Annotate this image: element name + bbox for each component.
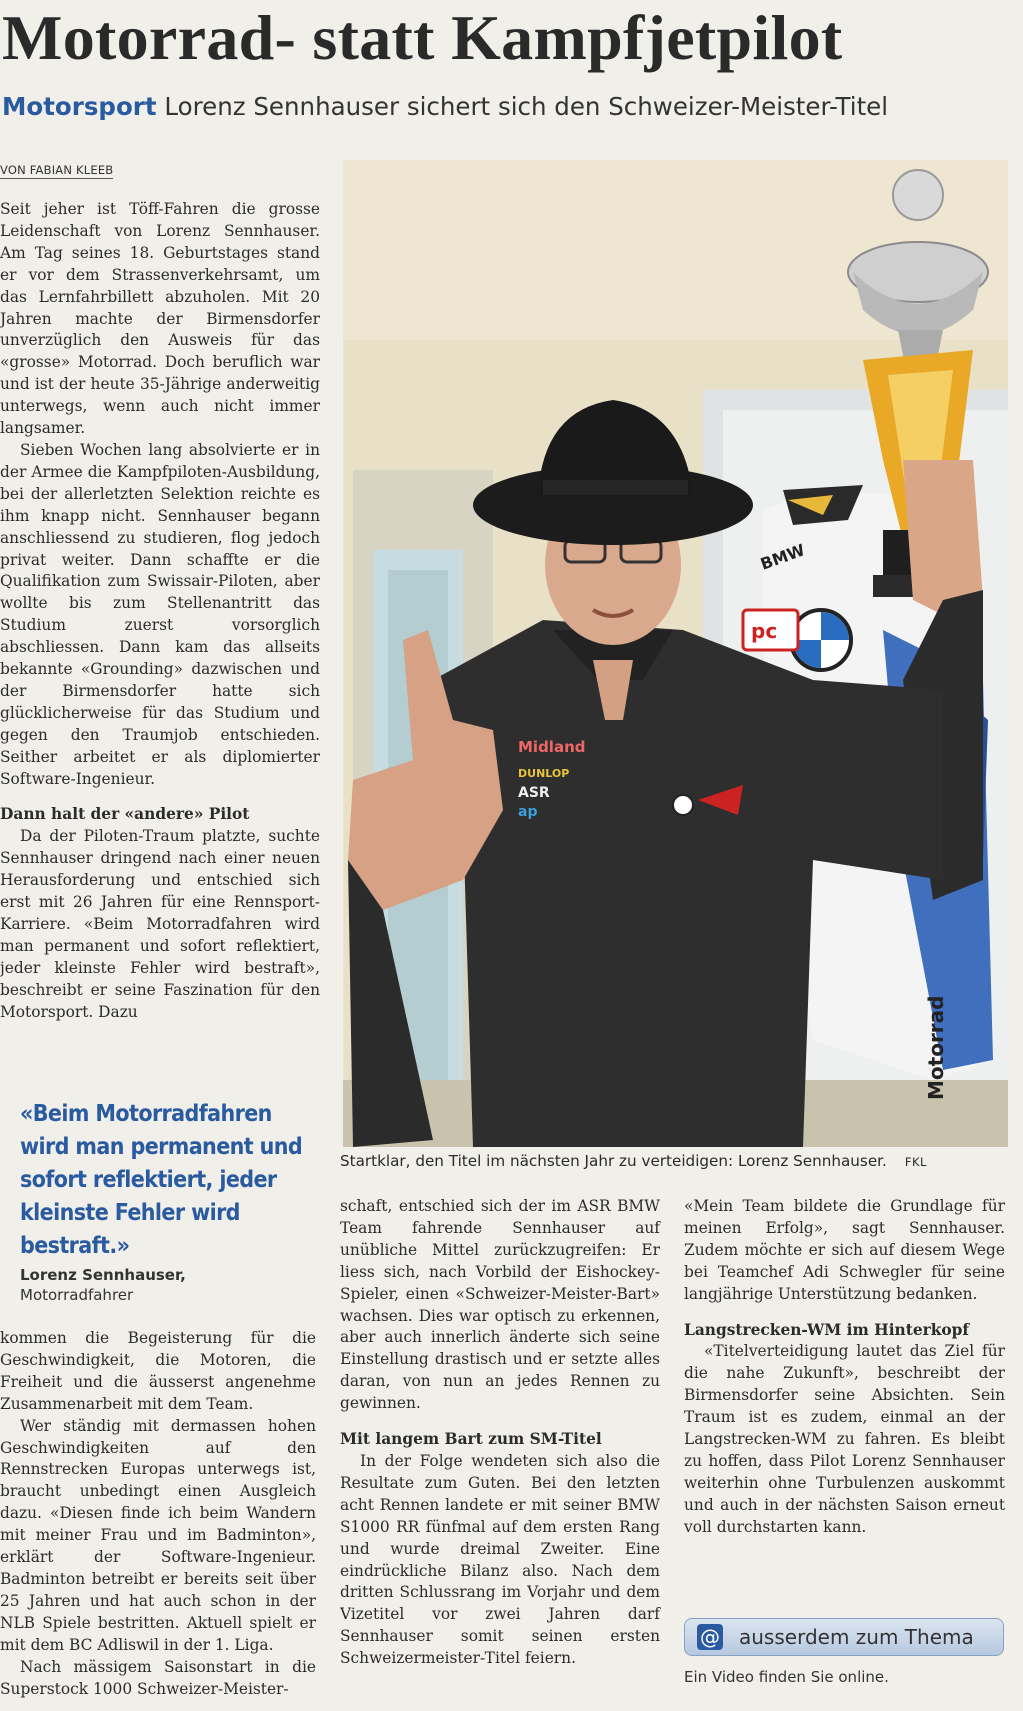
paragraph: «Titelverteidigung lautet das Ziel für die nahe Zukunft», beschreibt der Birmensdorfer seine Absichten. Sein Traum ist es zudem, einmal an der Langstrecken-WM zu fahren. Es bleibt zu hoffen, dass Pilot Lorenz Sennhauser weiterhin ohne Turbulenzen auskommt und auch in der nächsten Saison erneut voll durchstarten kann. [684, 1342, 1005, 1536]
column-2 [340, 1196, 660, 1670]
online-video-note: Ein Video finden Sie online. [684, 1668, 889, 1686]
kicker: Motorsport [2, 92, 157, 121]
quote-author-name: Lorenz Sennhauser, [20, 1266, 186, 1284]
pull-quote-author [20, 1265, 186, 1305]
related-topic-label: ausserdem zum Thema [739, 1625, 974, 1649]
byline: VON FABIAN KLEEB [0, 163, 114, 177]
paragraph: Da der Piloten-Traum platzte, suchte Sennhauser dringend nach einer neuen Herausforderung und entschied sich erst mit 26 Jahren für eine Rennsport-Karriere. «Beim Motorradfahren wird man permanent und sofort reflektiert, jeder kleinste Fehler wird bestraft», beschreibt er seine Faszination für den Motorsport. Dazu [0, 827, 320, 1021]
quote-author-role: Motorradfahrer [20, 1286, 134, 1304]
section-subhead: Langstrecken-WM im Hinterkopf [684, 1320, 970, 1339]
paragraph: schaft, entschied sich der im ASR BMW Team fahrende Sennhauser auf unübliche Mittel zurückzugreifen: Er liess sich, nach Vorbild der Eishockey-Spieler, einen «Schweizer-Meister-Bart» wachsen. Dies war optisch zu erkennen, aber auch innerlich änderte sich seine Einstellung drastisch und er setzte alles daran, von nun an jedes Rennen zu gewinnen. [340, 1197, 660, 1413]
section-subhead: Mit langem Bart zum SM-Titel [340, 1430, 602, 1449]
svg-text:pc: pc [751, 619, 778, 643]
article-photo [343, 160, 1008, 1147]
svg-text:BMW: BMW [757, 540, 808, 574]
paragraph: Seit jeher ist Töff-Fahren die grosse Leidenschaft von Lorenz Sennhauser. Am Tag seines 18. Geburtstages stand er vor dem Strassenverkehrsamt, um das Lernfahrbillett abzuholen. Mit 20 Jahren machte der Birmensdorfer unverzüglich den Ausweis für das «grosse» Motorrad. Doch beruflich war und ist der heute 35-Jährige anderweitig unterwegs, wenn auch nicht immer langsamer. [0, 200, 320, 438]
at-icon: @ [697, 1624, 723, 1650]
column-1-upper [0, 199, 320, 1024]
paragraph: Wer ständig mit dermassen hohen Geschwindigkeiten auf den Rennstrecken Europas unterwegs ist, braucht unbedingt einen Ausgleich dazu. «Diesen finde ich beim Wandern mit meiner Frau und im Badminton», erklärt der Software-Ingenieur. Badminton betreibt er bereits seit über 25 Jahren und hat auch schon in der NLB Spiele bestritten. Aktuell spielt er mit dem BC Adliswil in der 1. Liga. [0, 1416, 316, 1654]
photo-caption [340, 1152, 927, 1170]
svg-text:DUNLOP: DUNLOP [518, 767, 570, 780]
paragraph: Sieben Wochen lang absolvierte er in der Armee die Kampfpiloten-Ausbildung, bei der allerletzten Selektion reichte es ihm knapp nicht. Sennhauser begann anschliessend zu studieren, flog jedoch privat weiter. Dann schaffte er die Qualifikation zum Swissair-Piloten, aber wollte bis zum Stellenantritt das Studium zuerst vorsorglich abschliessen. Dann kam das allseits bekannte «Grounding» dazwischen und der Birmensdorfer hatte sich glücklicherweise für das Studium und gegen den Traumjob entschieden. Seither arbeitet er als diplomierter Software-Ingenieur. [0, 440, 320, 788]
svg-text:Midland: Midland [518, 738, 586, 756]
photo-credit: FKL [904, 1155, 927, 1169]
related-topic-button[interactable] [684, 1618, 1004, 1656]
headline: Motorrad- statt Kampfjetpilot [2, 2, 843, 73]
svg-text:ASR: ASR [518, 785, 550, 801]
section-subhead: Dann halt der «andere» Pilot [0, 805, 250, 824]
paragraph: In der Folge wendeten sich also die Resultate zum Guten. Bei den letzten acht Rennen landete er mit seiner BMW S1000 RR fünfmal auf dem ersten Rang und wurde dreimal Zweiter. Eine eindrückliche Bilanz also. Nach dem dritten Schlussrang im Vorjahr und dem Vizetitel vor zwei Jahren darf Sennhauser somit seinen ersten Schweizermeister-Titel feiern. [340, 1451, 660, 1668]
column-1-lower [0, 1328, 316, 1700]
deck: Lorenz Sennhauser sichert sich den Schweizer-Meister-Titel [164, 92, 889, 121]
paragraph: Nach mässigem Saisonstart in die Superstock 1000 Schweizer-Meister- [0, 1657, 316, 1698]
paragraph: «Mein Team bildete die Grundlage für meinen Erfolg», sagt Sennhauser. Zudem möchte er sich auf diesem Wege bei Teamchef Adi Schwegler für seine langjährige Unterstützung bedanken. [684, 1197, 1005, 1303]
caption-text: Startklar, den Titel im nächsten Jahr zu verteidigen: Lorenz Sennhauser. [340, 1152, 887, 1170]
pull-quote: «Beim Motorradfahren wird man permanent und sofort reflektiert, jeder kleinste Fehler wird bestraft.» [20, 1101, 303, 1259]
paragraph: kommen die Begeisterung für die Geschwindigkeit, die Motoren, die Freiheit und die äusserst angenehme Zusammenarbeit mit dem Team. [0, 1329, 316, 1413]
column-3 [684, 1196, 1005, 1539]
svg-text:Motorrad: Motorrad [924, 995, 948, 1100]
subheadline [2, 90, 888, 124]
svg-text:ap: ap [518, 804, 538, 820]
photo-illustration [343, 160, 1008, 1147]
